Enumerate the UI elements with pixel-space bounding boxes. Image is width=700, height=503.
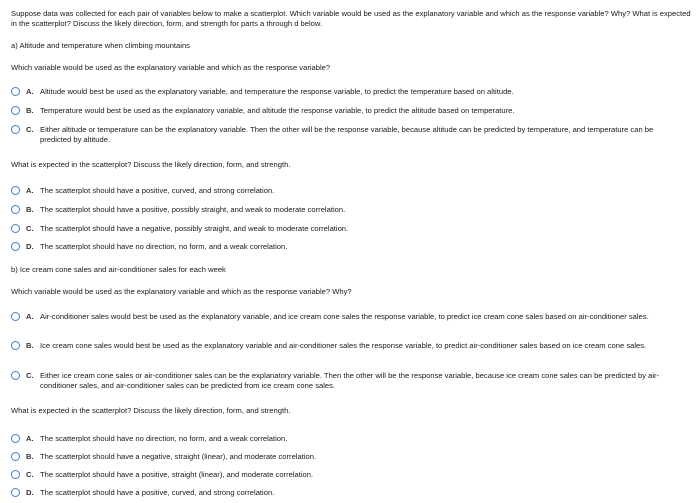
option-text: The scatterplot should have a positive, possibly straight, and weak to moderate correlation. xyxy=(40,205,346,214)
option-text: Air-conditioner sales would best be used as the explanatory variable, and ice cream cone sales the response variable, to predict ice cream cone sales based on air-conditioner sales. xyxy=(40,312,649,321)
part-a-q1-option-c[interactable] xyxy=(11,125,691,144)
radio-button[interactable] xyxy=(11,106,20,115)
option-letter: C. xyxy=(26,224,34,233)
part-a-question-2: What is expected in the scatterplot? Discuss the likely direction, form, and strength. xyxy=(11,160,291,169)
radio-button[interactable] xyxy=(11,242,20,251)
part-b-q1-option-b[interactable] xyxy=(11,341,691,351)
option-letter: C. xyxy=(26,470,34,479)
radio-button[interactable] xyxy=(11,186,20,195)
option-text: The scatterplot should have a positive, straight (linear), and moderate correlation. xyxy=(40,470,314,479)
radio-button[interactable] xyxy=(11,452,20,461)
radio-button[interactable] xyxy=(11,488,20,497)
part-a-q2-option-a[interactable] xyxy=(11,186,691,196)
option-letter: B. xyxy=(26,106,34,115)
radio-button[interactable] xyxy=(11,371,20,380)
option-letter: D. xyxy=(26,488,34,497)
option-text: The scatterplot should have a negative, possibly straight, and weak to moderate correlation. xyxy=(40,224,349,233)
part-b-question-1: Which variable would be used as the explanatory variable and which as the response variable? Why? xyxy=(11,287,352,296)
option-text: The scatterplot should have a positive, curved, and strong correlation. xyxy=(40,186,275,195)
part-b-q1-option-c[interactable] xyxy=(11,371,691,390)
option-letter: A. xyxy=(26,312,34,321)
option-letter: B. xyxy=(26,205,34,214)
part-b-title: b) Ice cream cone sales and air-conditioner sales for each week xyxy=(11,265,226,274)
option-text: Either altitude or temperature can be the explanatory variable. Then the other will be the response variable, because altitude can be predicted by temperature, and temperature can be predicted by altitude. xyxy=(40,125,654,144)
part-b-q2-option-a[interactable] xyxy=(11,434,691,444)
radio-button[interactable] xyxy=(11,341,20,350)
radio-button[interactable] xyxy=(11,434,20,443)
radio-button[interactable] xyxy=(11,125,20,134)
option-letter: B. xyxy=(26,341,34,350)
radio-button[interactable] xyxy=(11,205,20,214)
option-text: Altitude would best be used as the explanatory variable, and temperature the response variable, to predict the temperature based on altitude. xyxy=(40,87,514,96)
option-letter: D. xyxy=(26,242,34,251)
part-b-q2-option-b[interactable] xyxy=(11,452,691,462)
part-a-q2-option-c[interactable] xyxy=(11,224,691,234)
part-a-q1-option-a[interactable] xyxy=(11,87,691,97)
part-b-q1-option-a[interactable] xyxy=(11,312,691,322)
option-letter: C. xyxy=(26,125,34,134)
radio-button[interactable] xyxy=(11,470,20,479)
option-text: The scatterplot should have no direction, no form, and a weak correlation. xyxy=(40,434,288,443)
option-letter: A. xyxy=(26,87,34,96)
radio-button[interactable] xyxy=(11,312,20,321)
option-text: The scatterplot should have a negative, straight (linear), and moderate correlation. xyxy=(40,452,317,461)
part-b-question-2: What is expected in the scatterplot? Discuss the likely direction, form, and strength. xyxy=(11,406,291,415)
option-text: The scatterplot should have no direction, no form, and a weak correlation. xyxy=(40,242,288,251)
part-a-q1-option-b[interactable] xyxy=(11,106,691,116)
option-text: The scatterplot should have a positive, curved, and strong correlation. xyxy=(40,488,275,497)
option-text: Ice cream cone sales would best be used as the explanatory variable and air-conditioner sales the response variable, to predict air-conditioner sales based on ice cream cone sales. xyxy=(40,341,647,350)
radio-button[interactable] xyxy=(11,87,20,96)
option-letter: A. xyxy=(26,186,34,195)
radio-button[interactable] xyxy=(11,224,20,233)
part-b-q2-option-d[interactable] xyxy=(11,488,691,498)
option-text: Temperature would best be used as the explanatory variable, and altitude the response variable, to predict the altitude based on temperature. xyxy=(40,106,515,115)
option-letter: C. xyxy=(26,371,34,380)
part-a-title: a) Altitude and temperature when climbing mountains xyxy=(11,41,190,50)
part-a-q2-option-b[interactable] xyxy=(11,205,691,215)
part-a-q2-option-d[interactable] xyxy=(11,242,691,252)
part-b-q2-option-c[interactable] xyxy=(11,470,691,480)
option-letter: B. xyxy=(26,452,34,461)
part-a-question-1: Which variable would be used as the explanatory variable and which as the response variable? xyxy=(11,63,331,72)
problem-intro: Suppose data was collected for each pair of variables below to make a scatterplot. Which variable would be used as the explanatory variable and which as the response variable? Why? What is expected in the scatterplot? Discuss the likely direction, form, and strength for parts a through d below. xyxy=(11,9,691,28)
option-letter: A. xyxy=(26,434,34,443)
option-text: Either ice cream cone sales or air-conditioner sales can be the explanatory variable. Then the other will be the response variable, because ice cream cone sales can be predicted by air-conditioner sales, and air-conditioner sales can be predicted from ice cream cone sales. xyxy=(40,371,660,390)
